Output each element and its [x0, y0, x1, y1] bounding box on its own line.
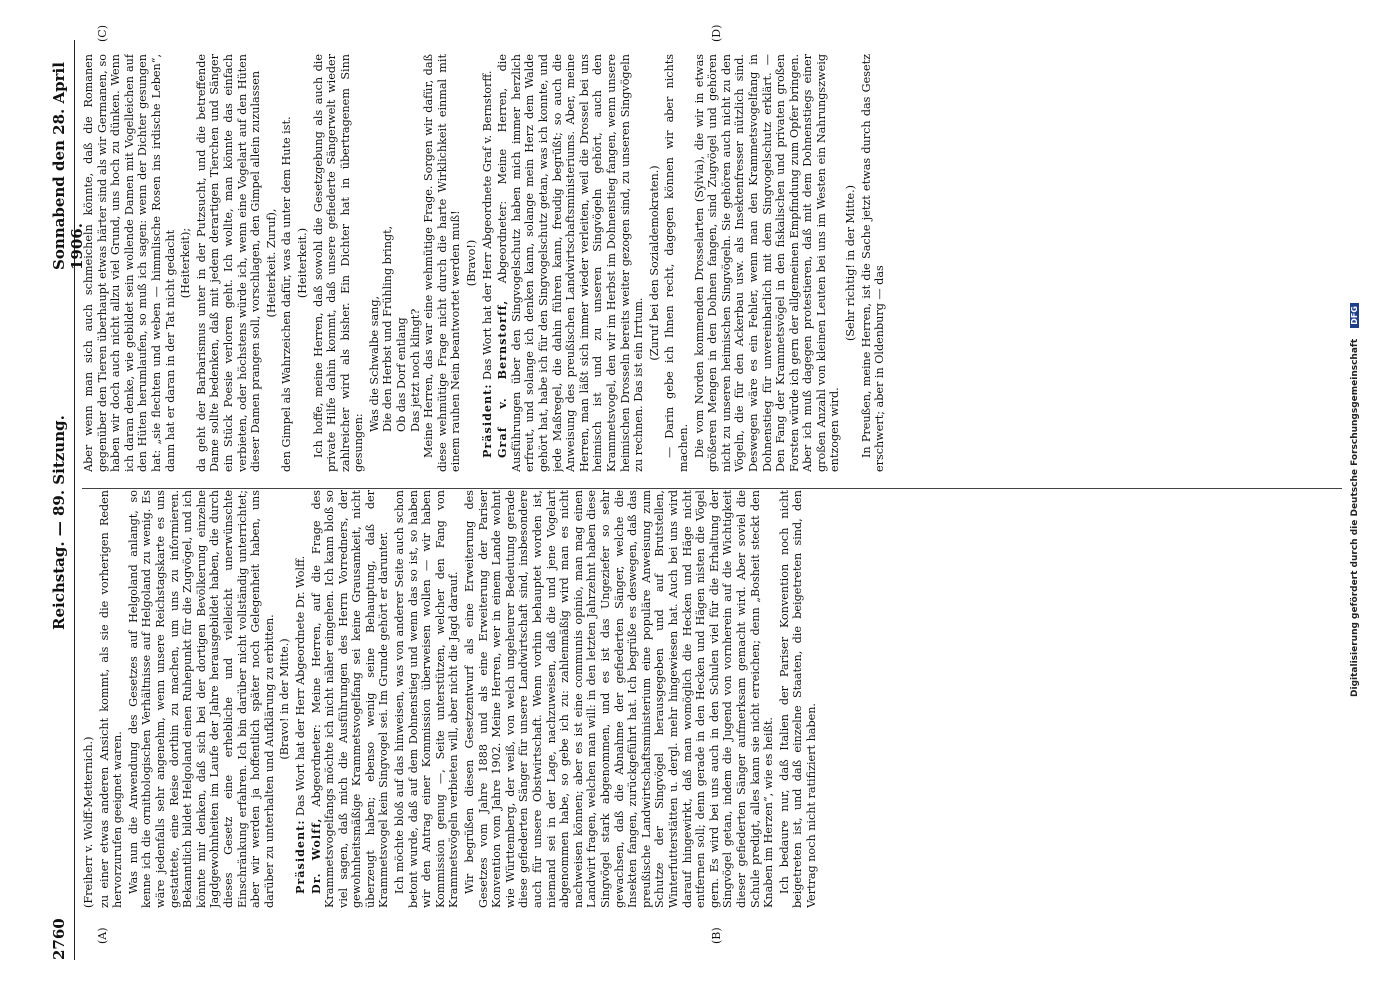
- paragraph: [844, 54, 858, 472]
- paragraph: [98, 490, 125, 908]
- paragraph-text: Wir begrüßen diesen Gesetzentwurf als eine Erweiterung des Gesetzes vom Jahre 1888 und als eine Erweiterung der Pariser Konvention vom Jahre 1902. Meine Herren, wer in einem Lande wohnt wie Württemberg, der weiß, von welch ungeheurer Bedeutung gerade diese gefiederten Sänger für unsere Landwirtschaft sind, insbesondere auch für unsere Obstwirtschaft. Wenn vorhin behauptet worden ist, niemand sei in der Lage, nachzuweisen, daß die und jene Vogelart abgenommen habe, so gebe ich zu: zahlenmäßig wird man es nicht nachweisen können; aber es ist eine communis opinio, man mag einen Landwirt fragen, welchen man will: in den letzten Jahrzehnt haben diese Singvögel stark abgenommen, und es ist das Ungeziefer so sehr gewachsen, daß die Abnahme der gefiederten Sänger, welche die Insekten fangen, zurückgeführt hat. Ich begrüße es deswegen, daß das preußische Landwirtschaftsministerium eine populäre Anweisung zum Schutze der Singvögel herausgegeben und auf Brutstellen, Winterfutterstätten u. dergl. mehr hingewiesen hat. Auch bei uns wird darauf hingewirkt, daß man womöglich die Hecken und Häge nicht entfernen soll; denn gerade in den Hecken und Hägen nisten die Vögel gern. Es wird bei uns auch in den Schulen viel für die Erhaltung der Singvögel getan, indem die Jugend von vornherein auf die Wichtigkeit dieser gefiederten Sänger aufmerksam gemacht wird. Aber soviel die Schule predigt, alles kann sie nicht erreichen; denn „Bosheit steckt den Knaben im Herzen“, wie es heißt.: [463, 490, 776, 908]
- page-number: 2760: [50, 918, 68, 960]
- speaker-name: Präsident:: [292, 819, 307, 894]
- speaker-name: Dr. Wolff,: [308, 817, 323, 894]
- speaker-name: Graf v. Bernstorff,: [495, 299, 510, 458]
- paragraph: [463, 490, 776, 908]
- credit-text: Digitalisierung gefördert durch die Deutsche Forschungsgemeinschaft: [1350, 338, 1360, 697]
- paragraph-text: Ich bedaure nur, daß Italien der Pariser Konvention noch nicht beigetreten ist, und daß einzelne Staaten, die beigetreten sind, den Vertrag noch nicht ratifiziert haben.: [777, 490, 818, 908]
- paragraph-text: (Bravo!): [465, 239, 479, 287]
- column-divider: [82, 488, 1342, 489]
- paragraph-text: (Heiterkeit);: [179, 227, 193, 299]
- paragraph-text: Aber wenn man sich auch schmeicheln könnte, daß die Romanen gegenüber den Tieren überhaupt etwas härter sind als wir Germanen, so haben wir doch auch nicht allzu viel Grund, uns hoch zu dünken. Wenn ich daran denke, wie gebildet sein wollende Damen mit Vogelleichen auf den Hüten herumlaufen, so muß ich sagen: wenn der Dichter gesungen hat: „sie flechten und weben — himmlische Rosen ins irdische Leben“, dann hat er daran in der Tat nicht gedacht: [82, 54, 177, 472]
- page-header: [48, 40, 86, 960]
- paragraph: [278, 490, 292, 908]
- paragraph: [778, 490, 819, 908]
- session-title: Reichstag. — 89. Sitzung.: [50, 415, 68, 630]
- paragraph-text: da geht der Barbarismus unter in der Putzsucht, und die betreffende Dame sollte bedenken, daß mit jedem derartigen Tierchen und Sänger ein Stück Poesie verloren geht. Ich wollte, man könnte das einfach verbieten, oder höchstens würde ich, wenn eine Vogelart auf den Hüten dieser Damen prangen soll, vorschlagen, den Gimpel allein zuzulassen: [194, 54, 263, 472]
- section-marker-b: (B): [710, 927, 723, 944]
- paragraph: [648, 54, 662, 472]
- paragraph-text: Die den Herbst und Frühling bringt,: [381, 225, 395, 432]
- paragraph-text: Meine Herren, das war eine wehmütige Frage. Sorgen wir dafür, daß diese wehmütige Frage nicht durch die harte Wirklichkeit einmal mit einem rauhen Nein beantwortet werden muß!: [422, 54, 463, 472]
- paragraph: [312, 54, 366, 472]
- session-date: Sonnabend den 28. April 1906.: [50, 62, 86, 270]
- right-text-column: [82, 54, 1342, 472]
- paragraph-text: Abgeordneter: Meine Herren, auf die Frage des Krammetsvogelfangs möchte ich nicht näher eingehen. Ich kann bloß so viel sagen, daß mich die Ausführungen des Herrn Vorredners, der gewohnheitsmäßige Krammetsvogelfang sei keine Grausamkeit, nicht überzeugt haben; ebenso wenig seine Behauptung, daß der Krammetsvogel kein Singvogel sei. Im Grunde gehört er darunter.: [309, 490, 391, 908]
- paragraph-text: den Gimpel als Wahrzeichen dafür, was da unter dem Hute ist.: [280, 116, 294, 472]
- paragraph: [294, 490, 308, 908]
- left-text-column: [82, 490, 1342, 908]
- paragraph-text: (Sehr richtig! in der Mitte.): [844, 184, 858, 342]
- paragraph-text: Was die Schwalbe sang,: [367, 295, 381, 432]
- paragraph: [496, 54, 646, 472]
- paragraph-text: Die vom Norden kommenden Drosselarten (Sylvia), die wir in etwas größeren Mengen in den Dohnen fangen, sind Zugvögel und gehören nicht zu unseren heimischen Singvögeln. Sie gehören auch nicht zu den Vögeln, die für den Ackerbau usw. als Insektenfresser nützlich sind. Deswegen wäre es ein Fehler, wenn man den Krammetsvogelfang in Dohnenstieg für unvereinbarlich mit dem Singvogelschutz erklärt. — Den Fang der Krammetsvögel in den fiskalischen und privaten großen Forsten würde ich gern der allgemeinen Empfindung zum Opfer bringen. Aber ich muß dagegen protestieren, daß mit dem Dohnenstiegs einer großen Anzahl von kleinen Leuten bei uns im Westen ein Nahrungszweig entzogen wird.: [692, 54, 842, 472]
- paragraph-text: Ob das Dorf entlang: [395, 317, 409, 432]
- paragraph-text: zu einer etwas anderen Ansicht kommt, als sie die vorherigen Reden hervorzurufen geeignet waren.: [97, 490, 125, 908]
- paragraph-text: (Freiherr v. Wolff-Metternich.): [82, 736, 95, 908]
- paragraph-text: (Bravo! in der Mitte.): [278, 638, 292, 760]
- paragraph: [663, 54, 690, 472]
- paragraph: [82, 490, 96, 908]
- paragraph: [280, 54, 294, 472]
- paragraph-text: Das jetzt noch klingt?: [408, 308, 422, 432]
- paragraph: [409, 54, 423, 472]
- paragraph-text: Ich hoffe, meine Herren, daß sowohl die Gesetzgebung als auch die private Hilfe dahin kommt, daß unsere gefiederte Sängerwelt wieder zahlreicher wird als bisher. Ein Dichter hat in übertragenem Sinn gesungen:: [311, 54, 366, 472]
- paragraph-text: Das Wort hat der Herr Abgeordnete Graf v. Bernstorff.: [480, 70, 494, 384]
- paragraph: [395, 54, 409, 472]
- paragraph-text: (Zuruf bei den Sozialdemokraten.): [647, 165, 661, 361]
- paragraph: [310, 490, 392, 908]
- section-marker-a: (A): [96, 927, 109, 944]
- paragraph: [860, 54, 887, 472]
- digitization-credit: [1350, 60, 1360, 940]
- paragraph-text: Das Wort hat der Herr Abgeordnete Dr. Wolff.: [293, 555, 307, 820]
- paragraph: [82, 54, 177, 472]
- paragraph-text: Ich möchte bloß auf das hinweisen, was von anderer Seite auch schon betont wurde, daß auf dem Dohnenstieg und wenn das so ist, so haben wir den Antrag einer Kommission überweisen wollen — wir haben Kommission genug —, Seite unterstützen, welcher den Fang von Krammetsvögeln verbieten will, aber nicht die Jagd darauf.: [393, 490, 461, 908]
- paragraph: [265, 54, 279, 472]
- paragraph: [195, 54, 263, 472]
- paragraph: [481, 54, 495, 472]
- paragraph: [693, 54, 843, 472]
- paragraph: [296, 54, 310, 472]
- paragraph-text: Abgeordneter: Meine Herren, die Ausführungen über den Singvogelschutz haben mich immer herzlich erfreut, und solange ich denken kann, solange mein Herz dem Walde gehört hat, habe ich für den Singvogelschutz getan, was ich konnte, und jede Maßregel, die dahin führen kann, freudig begrüßt; so auch die Anweisung des preußischen Landwirtschaftsministeriums. Aber, meine Herren, man läßt sich immer wieder verleiten, weil die Drossel bei uns heimisch ist und zu unseren Singvögeln gehört, auch den Krammetsvogel, den wir im Herbst im Dohnenstieg fangen, wenn unsere heimischen Drosseln bereits weiter gezogen sind, zu unseren Singvögeln zu rechnen. Das ist ein Irrtum.: [496, 54, 646, 472]
- paragraph-text: — Darin gebe ich Ihnen recht, dagegen können wir aber nichts machen.: [663, 54, 690, 472]
- paragraph: [381, 54, 395, 472]
- paragraph: [393, 490, 461, 908]
- paragraph-text: (Heiterkeit. Zuruf),: [264, 208, 278, 318]
- paragraph: [465, 54, 479, 472]
- paragraph: [422, 54, 463, 472]
- speaker-name: Präsident:: [479, 383, 494, 458]
- section-marker-c: (C): [96, 25, 109, 42]
- paragraph: [179, 54, 193, 472]
- paragraph: [127, 490, 277, 908]
- paragraph-text: (Heiterkeit.): [295, 227, 309, 299]
- section-marker-d: (D): [710, 24, 723, 42]
- dfg-logo: DFG: [1350, 303, 1359, 328]
- paragraph-text: Was nun die Anwendung des Gesetzes auf Helgoland anlangt, so kenne ich die ornithologischen Verhältnisse auf Helgoland zu wenig. Es wäre jedenfalls sehr angenehm, wenn unsere Reichstagskarte es uns gestattete, eine Reise dorthin zu machen, um uns zu informieren. Bekanntlich bildet Helgoland einen Ruhepunkt für die Zugvögel, und ich könnte mir denken, daß sich bei der dortigen Bevölkerung einzelne Jagdgewohnheiten im Laufe der Jahre herausgebildet haben, die durch dieses Gesetz eine erhebliche und vielleicht unerwünschte Einschränkung erfahren. Ich bin darüber nicht vollständig unterrichtet; aber wir werden ja hoffentlich später noch Gelegenheit haben, uns darüber zu unterhalten und Aufklärung zu erbitten.: [126, 490, 276, 908]
- paragraph: [368, 54, 382, 472]
- paragraph-text: In Preußen, meine Herren, ist die Sache jetzt etwas durch das Gesetz erschwert; aber in Oldenburg — das: [859, 54, 887, 472]
